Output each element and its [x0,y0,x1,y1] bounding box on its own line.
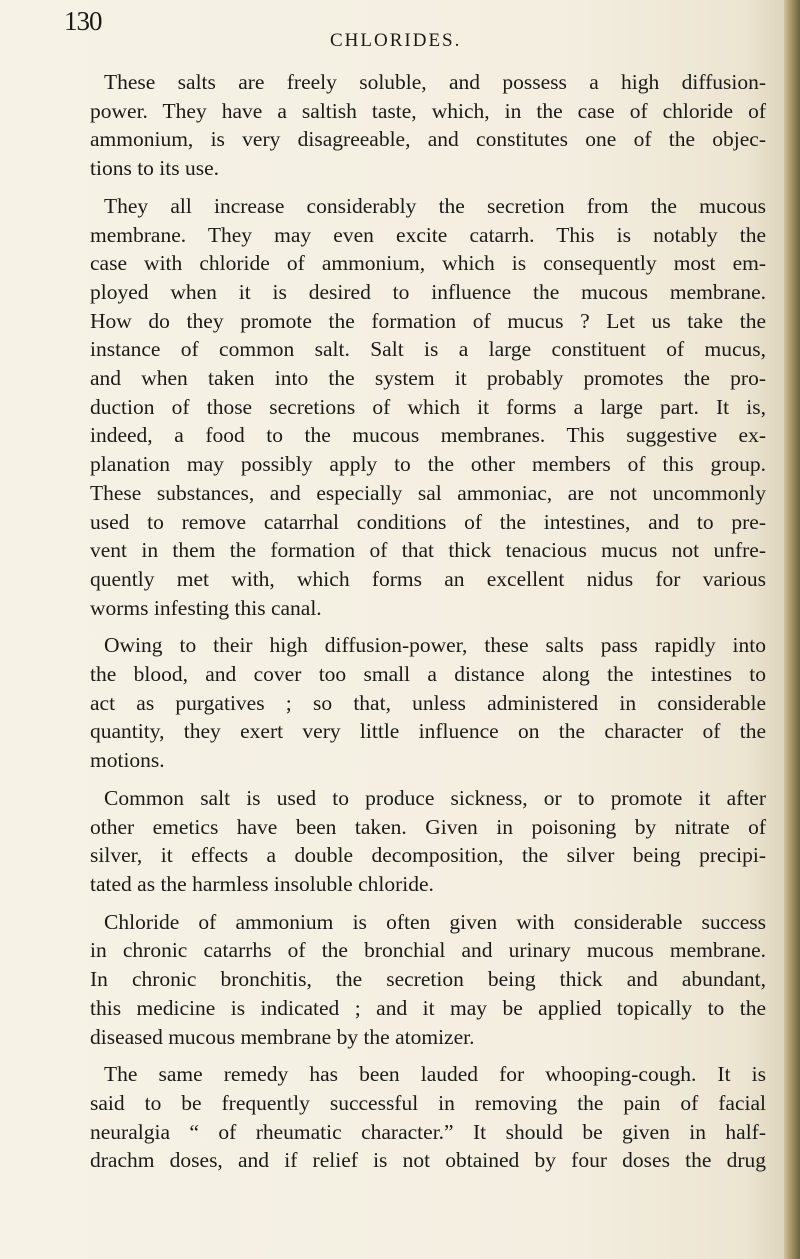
text-line: and when taken into the system it probably promotes the pro- [90,366,766,391]
paragraph [90,1060,766,1175]
text-line: diseased mucous membrane by the atomizer. [90,1024,475,1049]
page-number: 130 [64,6,102,36]
text-line: worms infesting this canal. [90,595,322,620]
page-edge [784,0,800,1259]
text-line: in chronic catarrhs of the bronchial and urinary mucous membrane. [90,938,766,963]
text-line: Owing to their high diffusion-power, these salts pass rapidly into [104,633,766,658]
text-line: quantity, they exert very little influence on the character of the [90,719,766,744]
text-line: membrane. They may even excite catarrh. This is notably the [90,222,766,247]
running-title: CHLORIDES. [330,30,462,51]
text-line: instance of common salt. Salt is a large constituent of mucus, [90,337,766,362]
paragraph [90,631,766,775]
text-line: They all increase considerably the secretion from the mucous [104,193,766,218]
paragraph [90,908,766,1052]
text-line: The same remedy has been lauded for whooping-cough. It is [104,1062,766,1087]
text-line: neuralgia “ of rheumatic character.” It should be given in half- [90,1119,766,1144]
text-line: drachm doses, and if relief is not obtained by four doses the drug [90,1148,766,1173]
text-line: ployed when it is desired to influence the mucous membrane. [90,279,766,304]
text-line: quently met with, which forms an excellent nidus for various [90,566,766,591]
text-line: indeed, a food to the mucous membranes. This suggestive ex- [90,423,766,448]
text-line: other emetics have been taken. Given in poisoning by nitrate of [90,814,766,839]
text-line: How do they promote the formation of mucus ? Let us take the [90,308,766,333]
text-line: case with chloride of ammonium, which is consequently most em- [90,251,766,276]
paragraph [90,68,766,183]
body-text [90,68,766,1175]
text-line: These salts are freely soluble, and possess a high diffusion- [104,70,766,94]
text-line: In chronic bronchitis, the secretion being thick and abundant, [90,967,766,992]
text-line: this medicine is indicated ; and it may be applied topically to the [90,995,766,1020]
text-line: tated as the harmless insoluble chloride. [90,871,434,896]
text-line: said to be frequently successful in removing the pain of facial [90,1090,766,1115]
text-line: power. They have a saltish taste, which, in the case of chloride of [90,98,766,123]
text-line: duction of those secretions of which it forms a large part. It is, [90,394,766,419]
text-line: used to remove catarrhal conditions of the intestines, and to pre- [90,509,766,534]
text-line: Common salt is used to produce sickness, or to promote it after [104,785,766,810]
text-line: tions to its use. [90,156,220,181]
text-line: ammonium, is very disagreeable, and constitutes one of the objec- [90,127,766,152]
text-line: vent in them the formation of that thick tenacious mucus not unfre- [90,538,766,563]
text-line: the blood, and cover too small a distance along the intestines to [90,662,766,687]
paragraph [90,192,766,623]
text-line: planation may possibly apply to the other members of this group. [90,452,766,477]
paragraph [90,784,766,899]
text-line: Chloride of ammonium is often given with considerable success [104,909,766,934]
text-line: motions. [90,748,165,773]
text-line: act as purgatives ; so that, unless administered in considerable [90,690,766,715]
text-line: silver, it effects a double decomposition, the silver being precipi- [90,843,766,868]
text-line: These substances, and especially sal ammoniac, are not uncommonly [90,480,766,505]
